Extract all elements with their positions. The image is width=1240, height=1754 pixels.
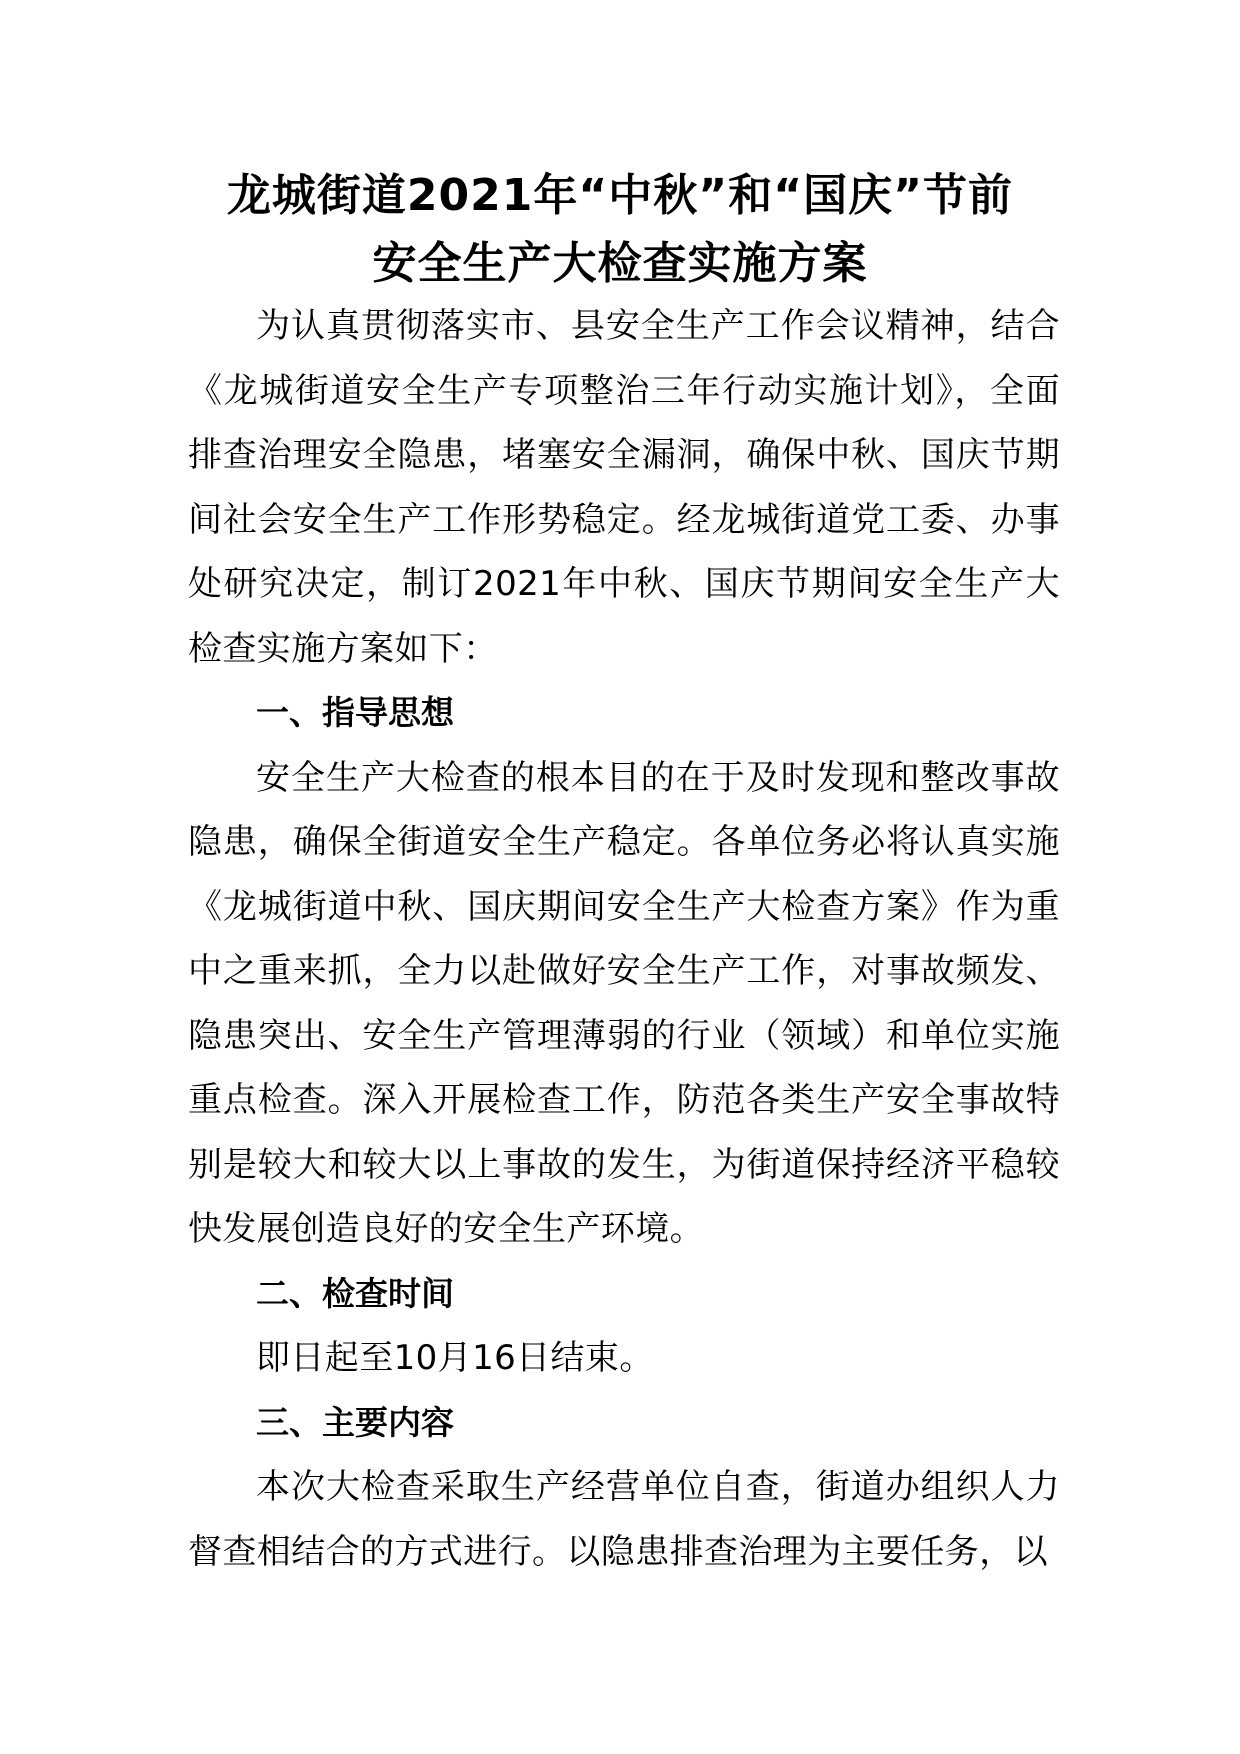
section-paragraph-guiding-ideology: 安全生产大检查的根本目的在于及时发现和整改事故隐患，确保全街道安全生产稳定。各单位务必将认真实施《龙城街道中秋、国庆期间安全生产大检查方案》作为重中之重来抓，全力以赴做好安全生产工作，对事故频发、隐患突出、安全生产管理薄弱的行业（领域）和单位实施重点检查。深入开展检查工作，防范各类生产安全事故特别是较大和较大以上事故的发生，为街道保持经济平稳较快发展创造良好的安全生产环境。 (188, 757, 1060, 1249)
section-heading-main-content: 三、主要内容 (256, 1402, 454, 1442)
section-heading-guiding-ideology: 一、指导思想 (256, 693, 454, 732)
document-title-line-1: 龙城街道2021年“中秋”和“国庆”节前 (226, 170, 1014, 221)
document-body (188, 294, 1060, 1584)
intro-paragraph: 为认真贯彻落实市、县安全生产工作会议精神，结合《龙城街道安全生产专项整治三年行动实施计划》，全面排查治理安全隐患，堵塞安全漏洞，确保中秋、国庆节期间社会安全生产工作形势稳定。经龙城街道党工委、办事处研究决定，制订2021年中秋、国庆节期间安全生产大检查实施方案如下： (188, 306, 1060, 669)
section-paragraph-main-content: 本次大检查采取生产经营单位自查，街道办组织人力督查相结合的方式进行。以隐患排查治理为主要任务，以 (188, 1467, 1060, 1572)
section-paragraph-inspection-time: 即日起至10月16日结束。 (256, 1338, 654, 1378)
section-heading-inspection-time: 二、检查时间 (256, 1273, 454, 1313)
document-title-line-2: 安全生产大检查实施方案 (372, 238, 868, 289)
